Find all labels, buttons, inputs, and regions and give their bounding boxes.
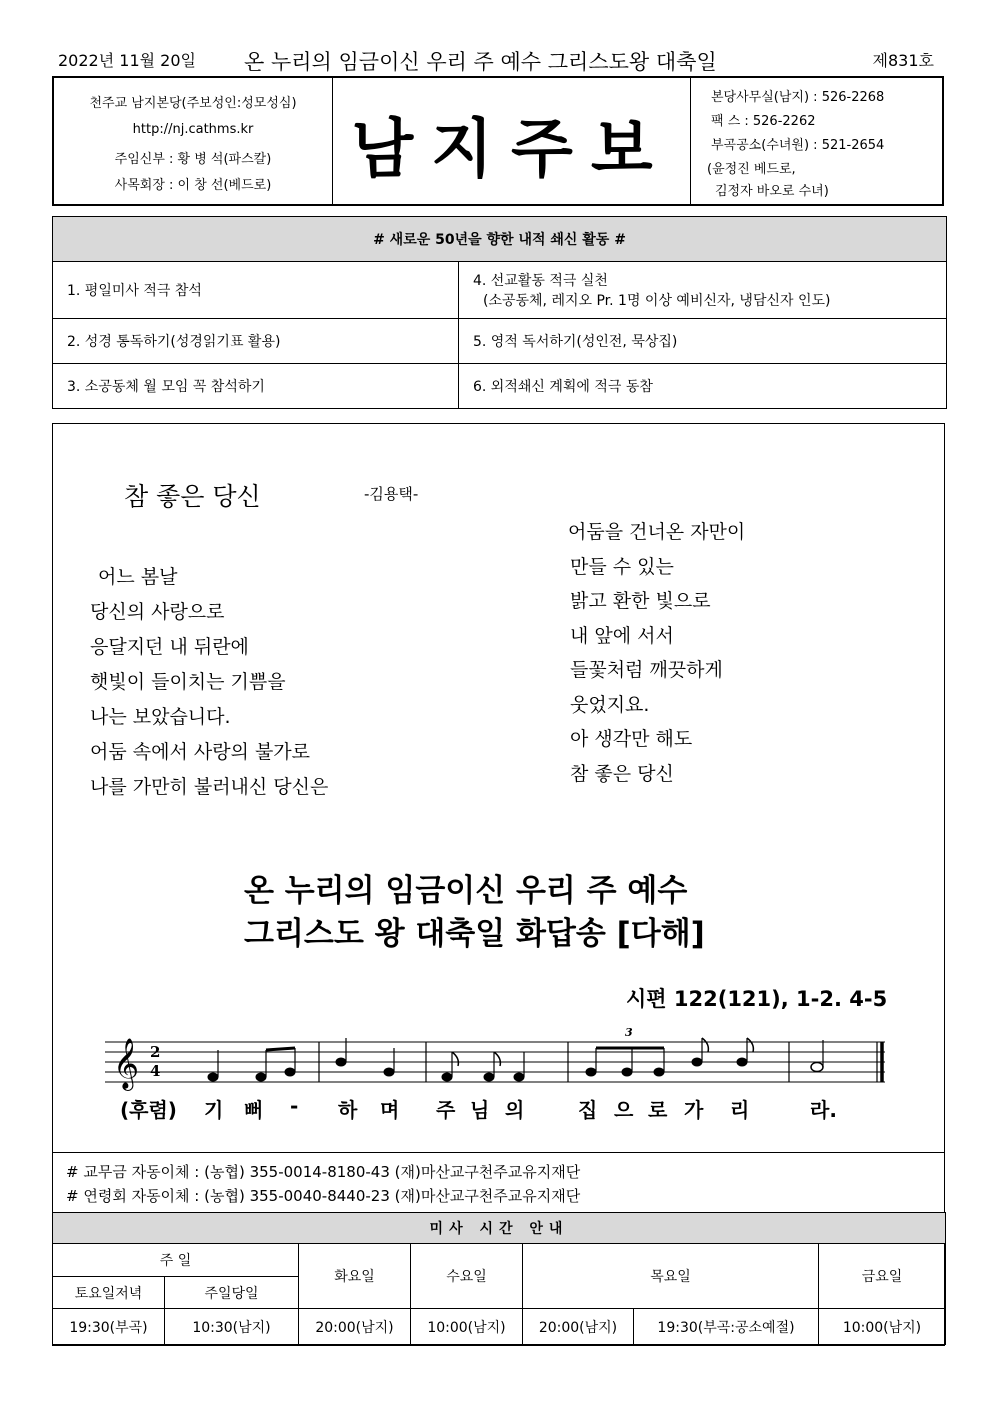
poem-line: 응달지던 내 뒤란에 [90, 636, 249, 658]
poem-line: 당신의 사랑으로 [90, 601, 225, 623]
goal-5: 5. 영적 독서하기(성인전, 묵상집) [459, 319, 947, 364]
top-line [52, 46, 946, 74]
mass-time: 19:30(부곡:공소예절) [634, 1309, 819, 1345]
lyric-syllable: 라. [810, 1098, 837, 1122]
note [256, 1073, 266, 1081]
sunday-day-header: 주일당일 [165, 1277, 299, 1309]
mass-time: 19:30(부곡) [53, 1309, 165, 1345]
poem-author: -김용택- [364, 485, 419, 503]
poem-line: 나를 가만히 불러내신 당신은 [90, 776, 329, 798]
mass-time: 20:00(남지) [299, 1309, 411, 1345]
mass-time: 10:00(남지) [411, 1309, 523, 1345]
note [586, 1068, 596, 1076]
psalm-title-line-1: 온 누리의 임금이신 우리 주 예수 [244, 873, 688, 909]
poem-line: 아 생각만 해도 [570, 728, 693, 750]
goal-4-title: 4. 선교활동 적극 실천 [473, 273, 608, 289]
psalm-title-line-2: 그리스도 왕 대축일 화답송 [다해] [244, 916, 705, 952]
feast-title: 온 누리의 임금이신 우리 주 예수 그리스도왕 대축일 [244, 50, 717, 74]
sunday-header: 주 일 [53, 1244, 299, 1277]
issue-number: 제831호 [872, 51, 934, 70]
note [514, 1073, 524, 1081]
psalm-title [244, 870, 705, 956]
funeral-society-account: # 연령회 자동이체 : (농협) 355-0040-8440-23 (재)마산교구천주교유지재단 [66, 1187, 581, 1205]
note [622, 1068, 632, 1076]
renewal-goals-table [52, 216, 947, 409]
goal-1: 1. 평일미사 적극 참석 [53, 262, 459, 319]
goal-6: 6. 외적쇄신 계획에 적극 동참 [459, 364, 947, 409]
lyric-syllable: 의 [505, 1098, 525, 1122]
mass-time: 10:30(남지) [165, 1309, 299, 1345]
treble-clef-icon: 𝄞 [113, 1038, 140, 1089]
lyric-syllable: 며 [380, 1098, 400, 1122]
poem-line: 만들 수 있는 [570, 555, 674, 578]
poem-line: 어느 봄날 [98, 566, 178, 588]
note [737, 1058, 747, 1066]
lyric-syllable: 주 [436, 1098, 456, 1122]
poem-line: 햇빛이 들이치는 기쁨을 [90, 671, 286, 693]
lyric-syllable: 기 [204, 1098, 224, 1122]
poem-title: 참 좋은 당신 [124, 482, 261, 511]
office-phone: 본당사무실(남지) : 526-2268 [711, 90, 885, 105]
mass-time: 10:00(남지) [819, 1309, 946, 1345]
lyric-syllable: 하 [338, 1098, 358, 1122]
lyric-syllable: 뻐 [244, 1098, 264, 1122]
poem-line: 밝고 환한 빛으로 [570, 590, 711, 612]
lyric-syllable: 로 [648, 1098, 668, 1122]
lyric-syllable: 집 [578, 1098, 598, 1122]
note [208, 1073, 218, 1081]
note [285, 1068, 295, 1076]
note [484, 1073, 494, 1081]
mission-phone: 부곡공소(수녀원) : 521-2654 [711, 138, 885, 153]
poem-line: 들꽃처럼 깨끗하게 [570, 659, 723, 681]
sister-1: (윤정진 베드로, [707, 162, 796, 177]
poem-line: 내 앞에 서서 [570, 624, 674, 647]
refrain-lyrics [120, 1094, 940, 1124]
lyric-syllable: 으 [614, 1098, 634, 1122]
contact-info [690, 78, 945, 204]
lyric-syllable: 리 [730, 1098, 750, 1122]
note [442, 1073, 452, 1081]
poem-line: 나는 보았습니다. [90, 706, 231, 728]
music-staff [105, 1020, 895, 1100]
lyric-syllable: - [290, 1094, 299, 1118]
saturday-eve-header: 토요일저녁 [53, 1277, 165, 1309]
council-president: 사목회장 : 이 창 선(베드로) [114, 178, 272, 193]
parish-name: 천주교 남지본당(주보성인:성모성심) [89, 96, 297, 111]
thursday-header: 목요일 [523, 1244, 819, 1309]
mass-times-title: 미사 시간 안내 [53, 1213, 946, 1244]
issue-date: 2022년 11월 20일 [58, 51, 196, 70]
poem-right-column [568, 515, 745, 791]
tuesday-header: 화요일 [299, 1244, 411, 1309]
sister-2: 김정자 바오로 수녀) [715, 184, 829, 199]
goal-2: 2. 성경 통독하기(성경읽기표 활용) [53, 319, 459, 364]
staff-lines [105, 1042, 885, 1082]
time-sig-top: 2 [150, 1043, 161, 1061]
lyric-syllable: 님 [470, 1098, 490, 1122]
tithe-account: # 교무금 자동이체 : (농협) 355-0014-8180-43 (재)마산교구천주교유지재단 [66, 1163, 581, 1181]
goal-4 [459, 262, 947, 319]
parish-website[interactable]: http://nj.cathms.kr [132, 122, 254, 137]
poem-line: 어둠 속에서 사랑의 불가로 [90, 741, 311, 763]
mass-time: 20:00(남지) [523, 1309, 634, 1345]
parish-info [54, 78, 333, 204]
poem-line: 참 좋은 당신 [570, 762, 674, 785]
note [811, 1063, 823, 1072]
note [336, 1058, 346, 1066]
note [654, 1068, 664, 1076]
pastor: 주임신부 : 황 병 석(파스칼) [114, 152, 272, 167]
note [692, 1058, 702, 1066]
poem-line: 어둠을 건너온 자만이 [568, 521, 746, 543]
fax: 팩 스 : 526-2262 [711, 114, 816, 129]
note [384, 1068, 394, 1076]
poem-line: 웃었지요. [570, 693, 650, 716]
time-signature [150, 1043, 160, 1080]
triplet-mark: 3 [625, 1026, 633, 1039]
lyric-syllable: 가 [684, 1098, 704, 1122]
mass-times-table [52, 1212, 946, 1345]
notes [208, 1038, 823, 1081]
poem-left-column [90, 560, 328, 805]
wednesday-header: 수요일 [411, 1244, 523, 1309]
auto-transfer-accounts [52, 1152, 945, 1213]
time-sig-bottom: 4 [150, 1062, 161, 1080]
bulletin-title: 남지주보 [351, 112, 671, 187]
masthead [52, 76, 944, 206]
goal-3: 3. 소공동체 월 모임 꼭 참석하기 [53, 364, 459, 409]
goal-4-detail: (소공동체, 레지오 Pr. 1명 이상 예비신자, 냉담신자 인도) [483, 293, 831, 309]
friday-header: 금요일 [819, 1244, 946, 1309]
goals-title: # 새로운 50년을 향한 내적 쇄신 활동 # [53, 217, 947, 262]
refrain-label: (후렴) [120, 1098, 177, 1122]
psalm-reference: 시편 122(121), 1-2. 4-5 [626, 987, 888, 1011]
masthead-title-area [332, 78, 690, 204]
